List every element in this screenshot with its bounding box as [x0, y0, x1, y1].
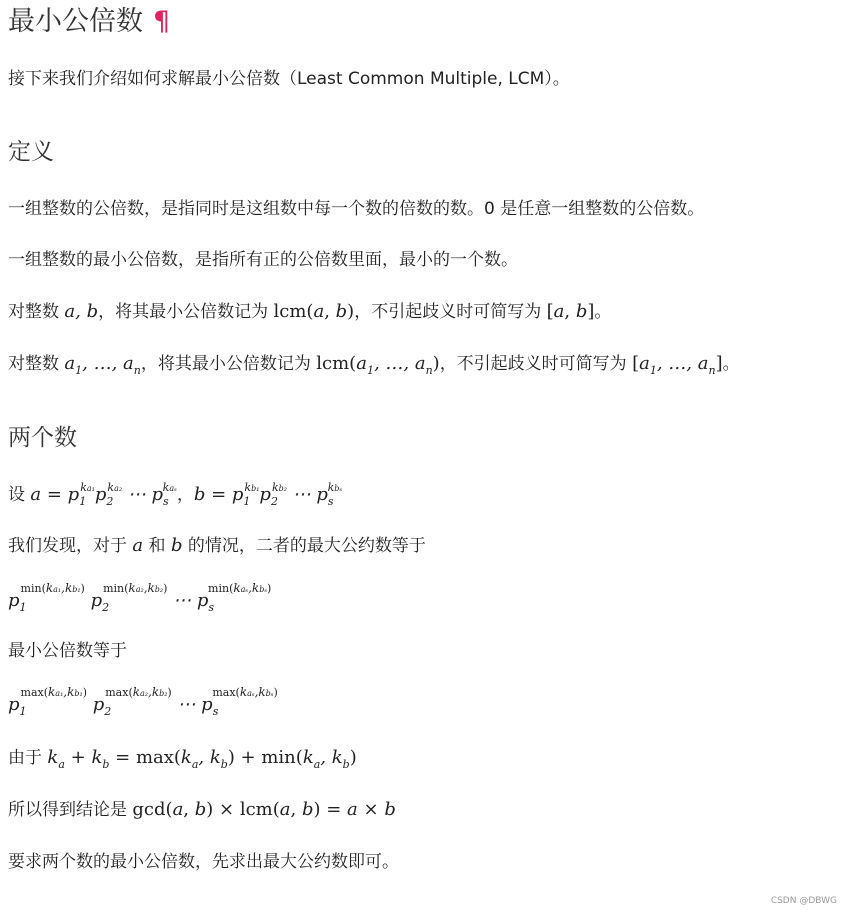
- two-numbers-paragraph-3: 最小公倍数等于: [8, 641, 127, 661]
- math-lcm-a1-an: $lcm(a_1$, …, $a_n$): [316, 353, 440, 377]
- two-numbers-paragraph-5: [8, 797, 396, 823]
- two-numbers-paragraph-6: 要求两个数的最小公倍数，先求出最大公约数即可。: [8, 852, 399, 872]
- text-segment: ，将其最小公倍数记为: [140, 354, 317, 374]
- page-title: [8, 2, 170, 42]
- definition-paragraph-3: [8, 299, 611, 325]
- text-segment: 对整数: [8, 302, 65, 322]
- lcm-formula: [8, 685, 278, 718]
- text-segment: 设: [8, 485, 31, 505]
- math-k-identity: $k_a + k_b = \max(k_a$, $k_b) + \min(k_a$, $k_b$): [47, 747, 357, 771]
- math-a-factorization: $a = p_1^{ka_1}p_2^{ka_2}$ ⋯ $p_s^{ka_s}$: [30, 481, 177, 508]
- text-segment: 。: [594, 302, 612, 322]
- gcd-formula: [8, 581, 272, 614]
- text-segment: 我们发现，对于: [8, 536, 133, 556]
- text-segment: ，不引起歧义时可简写为: [354, 302, 547, 322]
- intro-paragraph: 接下来我们介绍如何求解最小公倍数（Least Common Multiple, LCM）。: [8, 69, 570, 89]
- math-b: b: [170, 535, 183, 556]
- definition-paragraph-1: 一组整数的公倍数，是指同时是这组数中每一个数的倍数的数。0 是任意一组整数的公倍数。: [8, 199, 705, 219]
- math-b-factorization: $b = p_1^{kb_1}p_2^{kb_2}$ ⋯ $p_s^{kb_s}$: [193, 481, 343, 508]
- two-numbers-heading: 两个数: [8, 425, 77, 451]
- pilcrow-anchor-icon[interactable]: ¶: [153, 6, 171, 37]
- watermark: CSDN @DBWG: [770, 896, 837, 906]
- math-gcd-lcm-identity: gcd(a, b) × lcm(a, b) = a × b: [132, 799, 396, 820]
- text-segment: 和: [143, 536, 171, 556]
- math-lcm-ab: lcm(a, b): [273, 301, 355, 322]
- math-gcd-product: $p_1^{min(ka_1,kb_1)}$ $p_2^{min(ka_2,kb_2)}$ ⋯ $p_s^{min(ka_s,kb_s)}$: [8, 581, 272, 614]
- text-segment: ，将其最小公倍数记为: [98, 302, 274, 322]
- math-a: a: [132, 535, 144, 556]
- math-bracket-ab: [a, b]: [546, 301, 595, 322]
- text-segment: 对整数: [8, 354, 65, 374]
- math-a1-an: $a_1$, …, $a_n$: [64, 353, 141, 377]
- two-numbers-paragraph-1: [8, 482, 342, 508]
- text-segment: ，: [176, 485, 194, 505]
- definition-heading: 定义: [8, 139, 54, 165]
- two-numbers-paragraph-4: [8, 745, 357, 771]
- text-segment: 所以得到结论是: [8, 800, 133, 820]
- math-lcm-product: $p_1^{max(ka_1,kb_1)}$ $p_2^{max(ka_2,kb_2)}$ ⋯ $p_s^{max(ka_s,kb_s)}$: [8, 685, 278, 718]
- two-numbers-paragraph-2: [8, 533, 426, 559]
- text-segment: 的情况，二者的最大公约数等于: [182, 536, 426, 556]
- text-segment: 由于: [8, 748, 48, 768]
- title-text: 最小公倍数: [8, 6, 143, 37]
- text-segment: ，不引起歧义时可简写为: [439, 354, 633, 374]
- text-segment: 。: [722, 354, 740, 374]
- definition-paragraph-2: 一组整数的最小公倍数，是指所有正的公倍数里面，最小的一个数。: [8, 250, 518, 270]
- math-bracket-a1-an: [$a_1$, …, $a_n$]: [632, 353, 723, 377]
- definition-paragraph-4: [8, 351, 740, 377]
- math-ab: a, b: [64, 301, 99, 322]
